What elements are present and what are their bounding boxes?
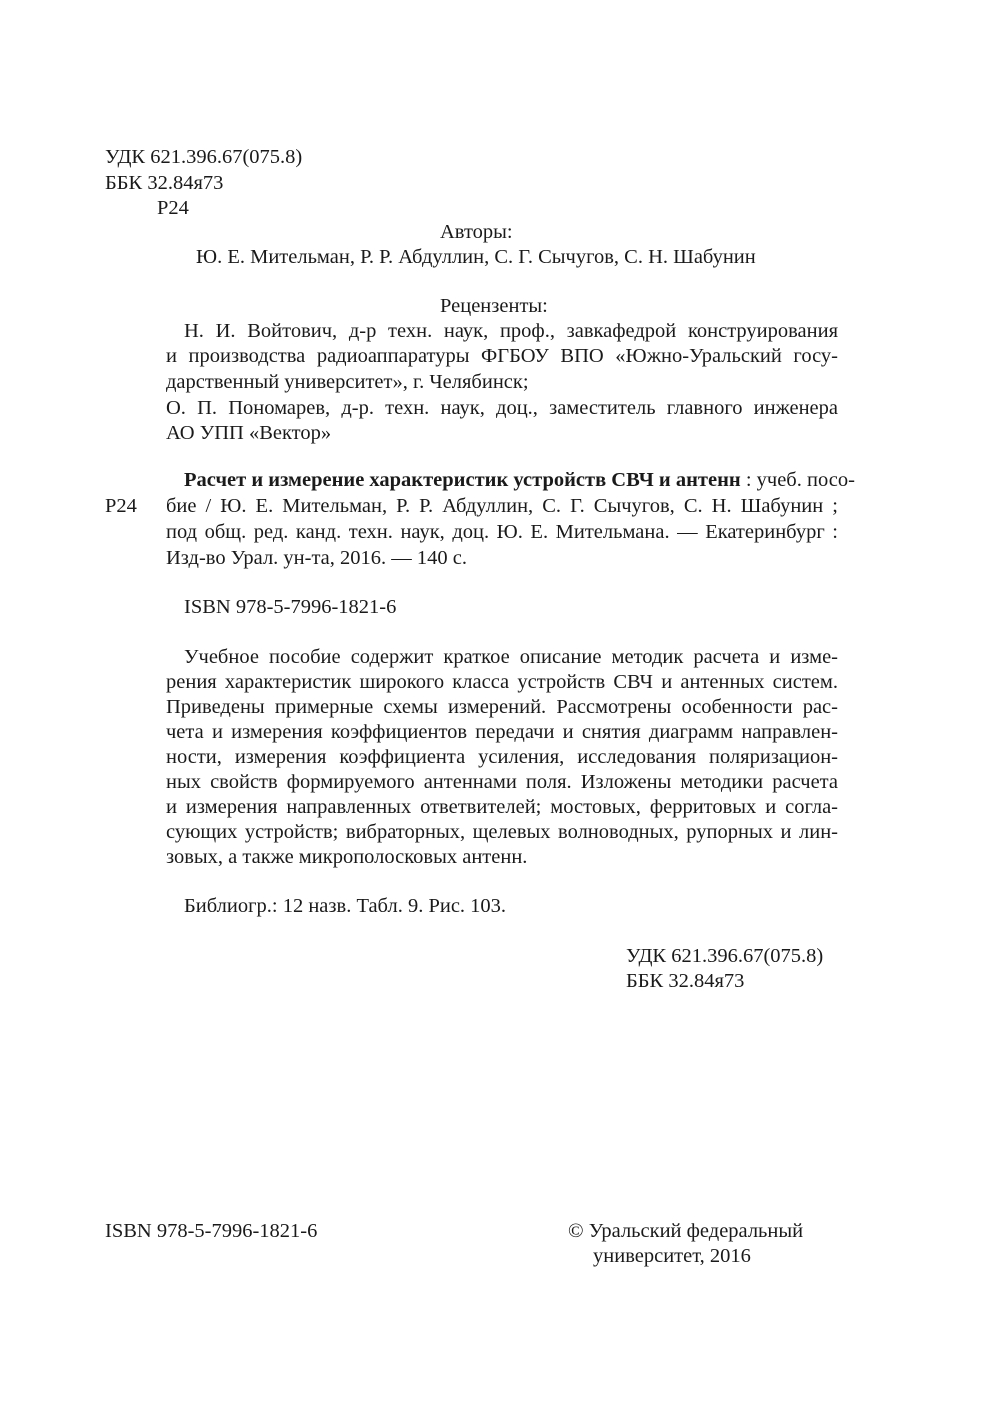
bibliographic-code: Р24 [105, 495, 137, 517]
copyright-line-2: университет, 2016 [593, 1245, 751, 1267]
reviewer-line: и производства радиоаппаратуры ФГБОУ ВПО «Южно-Уральский госу- [166, 345, 838, 367]
bbk-code: ББК 32.84я73 [105, 172, 224, 194]
reviewer-line: Н. И. Войтович, д-р техн. наук, проф., завкафедрой конструирования [184, 320, 838, 342]
annotation-line: сующих устройств; вибраторных, щелевых волноводных, рупорных и лин- [166, 821, 838, 843]
bibliographic-line-3: под общ. ред. канд. техн. наук, доц. Ю. Е. Мительмана. — Екатеринбург : [166, 521, 838, 543]
reviewer-line: О. П. Пономарев, д-р. техн. наук, доц., заместитель главного инженера [166, 397, 838, 419]
bibliography-note: Библиогр.: 12 назв. Табл. 9. Рис. 103. [184, 895, 507, 917]
annotation-line: чета и измерения коэффициентов передачи и снятия диаграмм направлен- [166, 721, 838, 743]
isbn-line: ISBN 978-5-7996-1821-6 [184, 596, 397, 618]
author-sign-code: Р24 [157, 197, 189, 219]
reviewer-line: дарственный университет», г. Челябинск; [166, 371, 529, 393]
reviewers-heading: Рецензенты: [440, 295, 548, 317]
copyright-line-1: © Уральский федеральный [568, 1220, 804, 1242]
annotation-line: рения характеристик широкого класса устройств СВЧ и антенных систем. [166, 671, 838, 693]
bibliographic-line-4: Изд-во Урал. ун-та, 2016. — 140 с. [166, 547, 468, 569]
book-type: : учеб. посо- [745, 469, 855, 491]
annotation-line: зовых, а также микрополосковых антенн. [166, 846, 528, 868]
bibliographic-line-2: бие / Ю. Е. Мительман, Р. Р. Абдуллин, С. Г. Сычугов, С. Н. Шабунин ; [166, 495, 838, 517]
annotation-line: и измерения направленных ответвителей; мостовых, ферритовых и согла- [166, 796, 838, 818]
annotation-line: ных свойств формируемого антеннами поля. Изложены методики расчета [166, 771, 838, 793]
footer-isbn: ISBN 978-5-7996-1821-6 [105, 1220, 318, 1242]
udk-code: УДК 621.396.67(075.8) [105, 146, 303, 168]
footer-bbk-code: ББК 32.84я73 [626, 970, 745, 992]
reviewer-line: АО УПП «Вектор» [166, 422, 332, 444]
bibliographic-line-1 [184, 469, 855, 491]
annotation-line: Приведены примерные схемы измерений. Рассмотрены особенности рас- [166, 696, 838, 718]
authors-names: Ю. Е. Мительман, Р. Р. Абдуллин, С. Г. Сычугов, С. Н. Шабунин [196, 246, 756, 268]
annotation-line: ности, измерения коэффициента усиления, исследования поляризацион- [166, 746, 838, 768]
footer-udk-code: УДК 621.396.67(075.8) [626, 945, 824, 967]
book-title: Расчет и измерение характеристик устройств СВЧ и антенн [184, 469, 741, 491]
authors-heading: Авторы: [440, 221, 513, 243]
annotation-line: Учебное пособие содержит краткое описание методик расчета и изме- [184, 646, 838, 668]
